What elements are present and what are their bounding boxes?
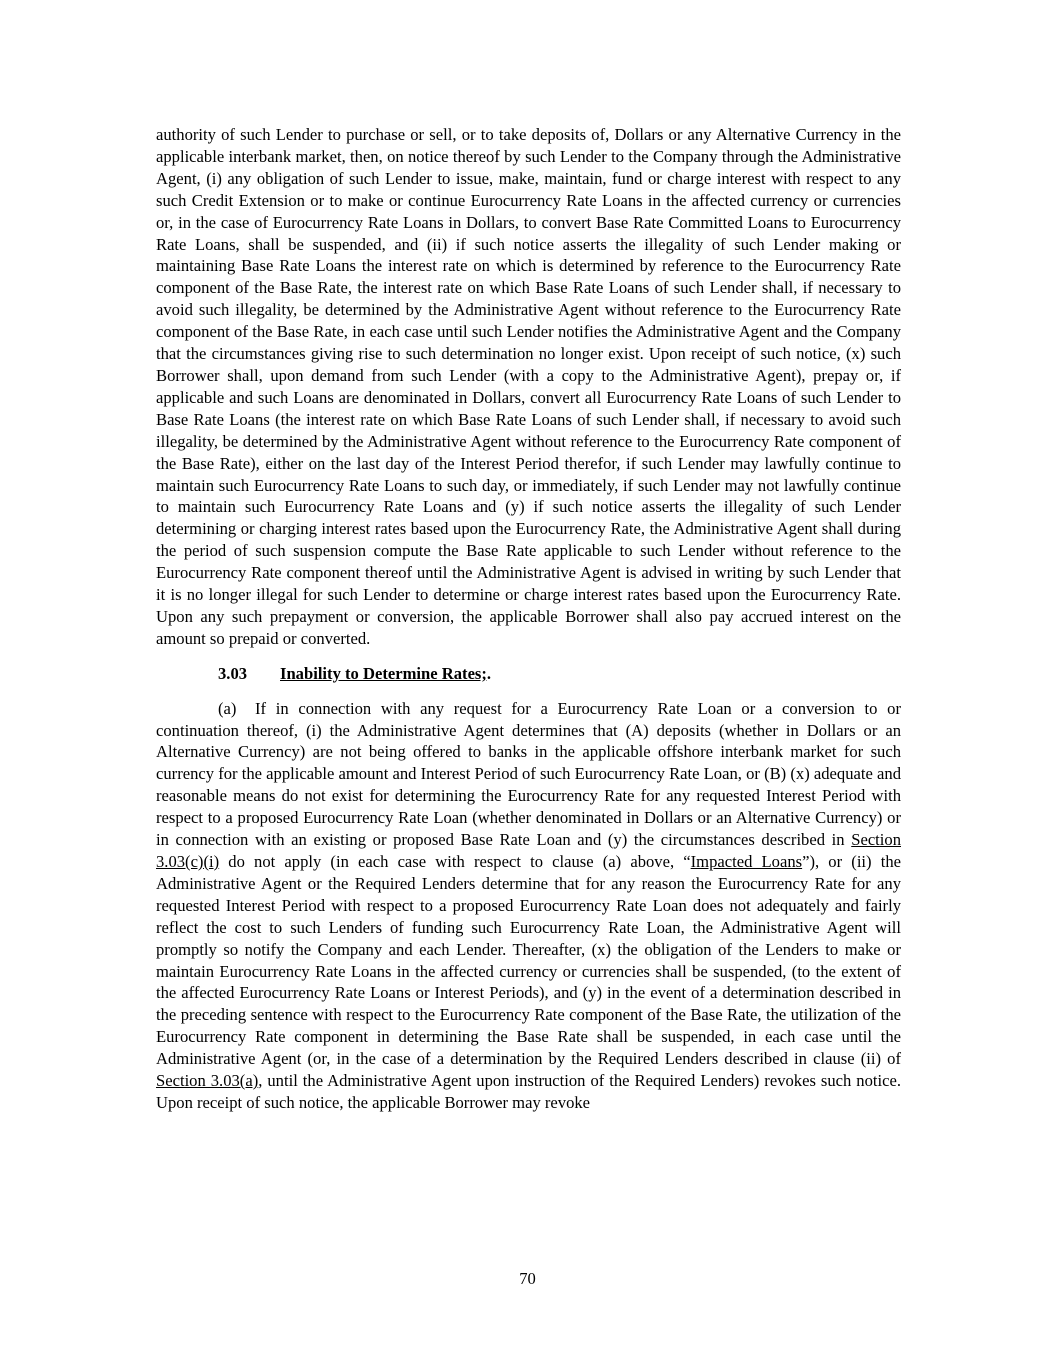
section-reference-link-2: Section 3.03(a) <box>156 1071 259 1091</box>
paragraph-a-text-1: If in connection with any request for a Eurocurrency Rate Loan or a conversion to or continuation thereof, (i) the Administrative Agent determines that (A) deposits (whether in Dollars or an Alternative Currency) are not being offered to banks in the applicable offshore interbank market for such currency for the applicable amount and Interest Period of such Eurocurrency Rate Loan, or (B) (x) adequate and reasonable means do not exist for determining the Eurocurrency Rate for any requested Interest Period with respect to a proposed Eurocurrency Rate Loan (whether denominated in Dollars or an Alternative Currency) or in connection with an existing or proposed Base Rate Loan and (y) the circumstances described in <box>156 698 901 850</box>
section-title: Inability to Determine Rates; <box>280 663 487 683</box>
paragraph-marker: (a) <box>218 698 237 718</box>
paragraph-a <box>156 698 901 1114</box>
paragraph-continuation: authority of such Lender to purchase or sell, or to take deposits of, Dollars or any Alternative Currency in the applicable interbank market, then, on notice thereof by such Lender to the Company through the Administrative Agent, (i) any obligation of such Lender to issue, make, maintain, fund or charge interest with respect to any such Credit Extension or to make or continue Eurocurrency Rate Loans in the affected currency or currencies or, in the case of Eurocurrency Rate Loans in Dollars, to convert Base Rate Committed Loans to Eurocurrency Rate Loans, shall be suspended, and (ii) if such notice asserts the illegality of such Lender making or maintaining Base Rate Loans the interest rate on which is determined by reference to the Eurocurrency Rate component of the Base Rate, the interest rate on which Base Rate Loans of such Lender shall, if necessary to avoid such illegality, be determined by the Administrative Agent without reference to the Eurocurrency Rate component of the Base Rate, in each case until such Lender notifies the Administrative Agent and the Company that the circumstances giving rise to such determination no longer exist. Upon receipt of such notice, (x) such Borrower shall, upon demand from such Lender (with a copy to the Administrative Agent), prepay or, if applicable and such Loans are denominated in Dollars, convert all Eurocurrency Rate Loans of such Lender to Base Rate Loans (the interest rate on which Base Rate Loans of such Lender shall, if necessary to avoid such illegality, be determined by the Administrative Agent without reference to the Eurocurrency Rate component of the Base Rate), either on the last day of the Interest Period therefor, if such Lender may lawfully continue to maintain such Eurocurrency Rate Loans to such day, or immediately, if such Lender may not lawfully continue to maintain such Eurocurrency Rate Loans and (y) if such notice asserts the illegality of such Lender determining or charging interest rates based upon the Eurocurrency Rate, the Administrative Agent shall during the period of such suspension compute the Base Rate applicable to such Lender without reference to the Eurocurrency Rate component thereof until the Administrative Agent is advised in writing by such Lender that it is no longer illegal for such Lender to determine or charge interest rates based upon the Eurocurrency Rate. Upon any such prepayment or conversion, the applicable Borrower shall also pay accrued interest on the amount so prepaid or converted. <box>156 125 901 648</box>
paragraph-a-text-4: , until the Administrative Agent upon instruction of the Required Lenders) revokes such notice. Upon receipt of such notice, the applicable Borrower may revoke <box>156 1071 901 1112</box>
defined-term: Impacted Loans <box>690 852 803 871</box>
section-reference-link: Section 3.03(c)(i) <box>156 830 901 871</box>
document-page <box>156 124 901 1114</box>
paragraph-a-text-2: do not apply (in each case with respect to clause (a) above, “ <box>219 852 691 871</box>
section-title-wrap <box>280 663 491 685</box>
paragraph-a-text-3: ”), or (ii) the Administrative Agent or the Required Lenders determine that for any reason the Eurocurrency Rate for any requested Interest Period with respect to a proposed Eurocurrency Rate Loan does not adequately and fairly reflect the cost to such Lenders of funding such Eurocurrency Rate Loan, the Administrative Agent will promptly so notify the Company and each Lender. Thereafter, (x) the obligation of the Lenders to make or maintain Eurocurrency Rate Loans in the affected currency or currencies shall be suspended, (to the extent of the affected Eurocurrency Rate Loans or Interest Periods), and (y) in the event of a determination described in the preceding sentence with respect to the Eurocurrency Rate component of the Base Rate, the utilization of the Eurocurrency Rate component in determining the Base Rate shall be suspended, in each case until the Administrative Agent (or, in the case of a determination by the Required Lenders described in clause (ii) of <box>156 852 901 1069</box>
section-title-suffix: . <box>486 663 492 683</box>
section-heading <box>156 663 901 685</box>
page-number: 70 <box>519 1269 536 1288</box>
section-number: 3.03 <box>218 663 248 683</box>
